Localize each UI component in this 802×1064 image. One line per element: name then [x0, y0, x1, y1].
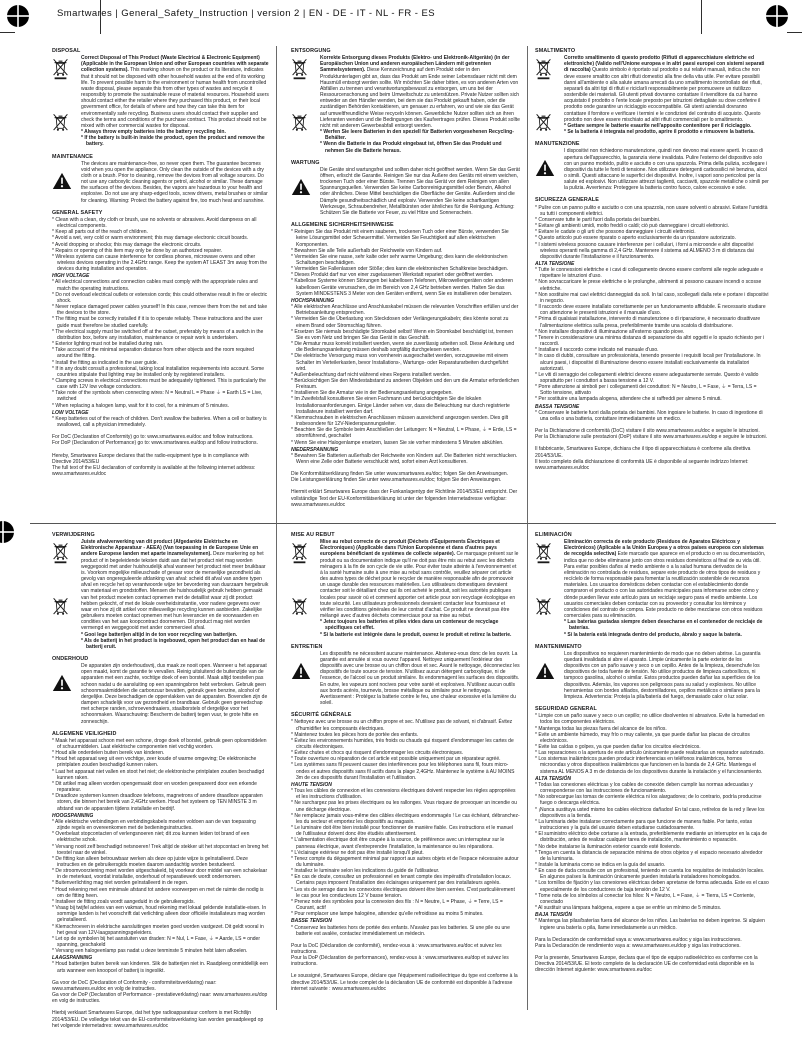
bullet-line: * Installeer de fitting zoals wordt aangeduid in de gebruikersgids.: [52, 898, 195, 905]
battery-bullet-line: * Gettare sempre le batterie esaurite nell'apposito contenitore per il riciclaggio.: [564, 122, 752, 129]
bullet-line: * The electrical supply must be switched off at the outset, preferably by means of a switch in the distribution box, before any installation, maintenance or repair work is undertaken.: [52, 328, 264, 341]
bullet-line: * Mantenga todas las piezas fuera del alcance de los niños.: [535, 725, 667, 732]
bullet-line: * De stroomvoorziening moet worden uitgeschakeld, bij voorkeur door middel van een schakelaar in de meterkast, voordat installatie, onderhoud of reparatiewerk wordt ondernomen.: [52, 868, 268, 881]
maintenance-text: Los dispositivos no requieren mantenimiento de modo que no deben abrirse. La garantía quedará invalidada si abre el aparato. Limpie únicamente la parte exterior de los dispositivos con un paño suave y seco o un cepillo. Antes de la limpieza, desenchufe los dispositivos de toda fuente de tensión. No utilice productos de limpieza carboxílicos, ni tampoco gasolina, alcohol o similar. Estos productos pueden dañar las superficies de los dispositivos. Además, los vapores son peligrosos para su salud y explosivos. No utilice herramientas con bordes afilados, destornilladores, cepillos metálicos o similares para la limpieza. Advertencia: Proteja la pila/batería del fuego, demasiado calor o luz solar.: [564, 650, 761, 700]
bullet-line: * Evitare gli ambienti umidi, molto freddi o caldi; ciò può danneggiare i circuiti elettronici.: [535, 223, 729, 230]
section-heading: SICUREZZA GENERALE: [535, 197, 599, 204]
crop-mark-horizontal-left: [0, 32, 15, 33]
warning-triangle-icon: [535, 159, 555, 177]
bullet-line: * L'alimentation électrique doit être coupée à la source, de préférence avec un interrupteur sur le panneau électrique, avant d'entreprendre l'installation, la maintenance ou les réparations.: [291, 837, 505, 850]
subsection-heading: NIEDERSPANNUNG: [291, 446, 339, 453]
bullet-line: * De fitting kan alleen betrouwbaar werken als deze op juiste wijze is geïnstalleerd. Deze instructies en de gebruikersgids moeten daarom aandachtig worden bestudeerd.: [52, 855, 248, 868]
cell-dutch: [30, 524, 277, 1029]
bullet-line: * Houd alle onderdelen buiten bereik van kinderen.: [52, 750, 165, 757]
bullet-line: * Tous les câbles de connexion et les connexions électriques doivent respecter les règles appropriées et les instructions d'utilisation.: [291, 788, 516, 801]
battery-bullet-line: * Werfen Sie leere Batterien in den speziell für Batterien vorgesehenen Recycling-Behälter.: [320, 129, 514, 142]
subsection-heading: LAAGSPANNING: [52, 955, 93, 962]
section-heading: ONDERHOUD: [52, 655, 89, 662]
paragraph: Pour la DoC (Déclaration de conformité), rendez-vous à : www.smartwares.eu/doc et suivez les instructions.: [291, 942, 502, 955]
weee-crossed-bin-icon: [52, 112, 69, 135]
weee-crossed-bin-icon: [535, 112, 552, 135]
bullet-line: * Instale la luminaria como se indica en la guía del usuario.: [535, 861, 666, 868]
bullet-line: * Prenez note des symboles pour la connexion des fils : N = Neutre, L = Phase, ⏚ = Terre, LS = Courant, actif: [291, 898, 503, 912]
weee-icon-column: [52, 539, 81, 650]
bullet-line: * Ne remplacez jamais vous-même des câbles électriques endommagés ! Le cas échéant, débranchez-les du secteur et emportez les dispositifs au magasin.: [291, 812, 520, 825]
disposal-block: [52, 55, 269, 147]
maintenance-block: [52, 161, 269, 204]
warning-triangle-icon: [52, 674, 72, 692]
paragraph: Para la Declaración de rendimiento vaya a: www.smartwares.eu/dop y siga las instrucciones.: [535, 942, 741, 949]
maintenance-block: [535, 148, 769, 191]
subsection-heading: HOOGSPANNING: [52, 812, 94, 819]
section-heading: ENTRETIEN: [291, 643, 323, 650]
battery-bullet-line: * Si la batterie est intégrée dans le produit, ouvrez le produit et retirez la batterie.: [320, 631, 512, 638]
disposal-block: [291, 55, 520, 154]
registration-mark-top-left: [6, 4, 30, 28]
bullet-line: * Bewahren Sie Batterien außerhalb der Reichweite von Kindern auf. Die Batterien nicht verschlucken. Wenn eine Zelle oder Batterie verschluckt wird, sofort einen Arzt konsultieren.: [291, 452, 518, 465]
subsection-heading: BASSE TENSION: [291, 918, 332, 925]
bullet-line: * No debe instalarse la iluminación exterior cuando esté lloviendo.: [535, 843, 681, 850]
bullet-line: * Never replace damaged power cables yourself! In this case, remove them from the net and take the devices to the store.: [52, 304, 268, 317]
disposal-block: [291, 539, 520, 638]
disposal-text: Correct Disposal of This Product (Waste Electrical & Electronic Equipment) (Applicable in the European Union and other European countries with separate collection systems). This marking shown on the product or its literature, indicates that it should not be disposed with other household wastes at the end of its working life. To prevent possible harm to the environment or human health from uncontrolled waste disposal, please separate this from other types of wastes and recycle it responsibly to promote the sustainable reuse of material resources. Household users should contact either the retailer where they purchased this product, or their local government office, for details of where and how they can take this item for environmentally safe recycling. Business users should contact their supplier and check the terms and conditions of the purchase contract. This product should not be mixed with other commercial wastes for disposal. * Always throw empty batteries into the battery recycling bin. * If the battery is built-in inside the product, open the product and remove the battery.: [81, 55, 269, 148]
bullet-line: * Alle elektrische verbindingen en verbindingskabels moeten voldoen aan de van toepassing zijnde regels en overeenkomen met de bedieningsinstructies.: [52, 818, 256, 832]
warning-icon-column: [52, 663, 81, 725]
section-heading: SMALTIMENTO: [535, 48, 576, 54]
bullet-line: * Exterior lighting must not be installed during rain.: [52, 341, 164, 348]
bullet-line: * Repairs or opening of this item may only be done by an authorized repairer.: [52, 247, 223, 254]
bullet-line: * Évitez chutes et chocs qui risquent d'endommager les circuits électroniques.: [291, 750, 464, 757]
bullet-line: * Ne surchargez pas les prises électriques ou les rallonges. Vous risquez de provoquer un incendie ou une décharge électrique.: [291, 800, 517, 813]
bullet-line: * Klemschroeven in elektrische aansluitingen moeten goed worden vastgezet. Dit geldt vooral in het geval van 12V-laagspanningsgeleiders.: [52, 923, 264, 936]
bullet-line: * Nettoyez avec une brosse ou un chiffon propre et sec. N'utilisez pas de solvant, ni d'abrasif. Évitez d'humidifier les composants électriques.: [291, 719, 513, 732]
cell-german: [277, 46, 528, 524]
bullet-line: * Houd het apparaat weg uit een vochtige, zeer koude of warme omgeving; De elektronische printplaten zouden beschadigd kunnen raken.: [52, 756, 257, 769]
section-heading: SÉCURITÉ GÉNÉRALE: [291, 712, 352, 719]
bullet-line: * Vermeiden Sie die Überlastung von Steckdosen oder Verlängerungskabeln; dies könnte sonst zu einem Brand oder Stromschlag führen.: [291, 316, 509, 329]
bullet-line: * L'éclairage extérieur ne doit pas être installé lorsqu'il pleut.: [291, 849, 424, 856]
weee-crossed-bin-icon: [291, 596, 308, 619]
bullet-line: * ¡Nunca sustituya usted mismo los cables eléctricos dañados! En tal caso, retírelos de la red y lleve los dispositivos a la tienda.: [535, 806, 765, 819]
crop-mark-horizontal-right: [787, 32, 802, 33]
bullet-line: * Les systèmes sans fil peuvent causer des interférences pour les téléphones sans fil, fours micro-ondes et autres dispositifs sans fil actifs dans la plage 2,4GHz. Maintenez le système à AU MOINS 3m de ces dispositifs durant l'installation et l'utilisation.: [291, 762, 515, 781]
bullet-line: * Maak het apparaat schoon met een schone, droge doek of borstel, gebruik geen oplosmiddelen of schuurmiddelen. Laat elektrische componenten niet vochtig worden.: [52, 737, 267, 750]
content-grid: [30, 46, 776, 1029]
bullet-line: * Keep all parts out of the reach of children.: [52, 229, 148, 236]
paragraph: Per la Dichiarazione di conformità (DoC) visitare il sito www.smartwares.eu/doc e seguire le istruzioni.: [535, 428, 760, 435]
section-heading: MANTENIMIENTO: [535, 643, 582, 650]
bullet-line: * Vraag bij twijfel advies van een vakman, houd rekening met lokaal geldende installatie-eisen. In sommige landen is het voorschrift dat verlichting alleen door officiële installateurs mag worden geïnstalleerd.: [52, 905, 267, 924]
bullet-line: * Installez le luminaire selon les indications du guide de l'utilisateur.: [291, 868, 440, 875]
paragraph: The full text of the EU declaration of conformity is available at the following internet address: www.smartwares.eu/doc: [52, 464, 256, 477]
bullet-line: * Evite las caídas o golpes, ya que pueden dañar los circuitos electrónicos.: [535, 744, 701, 750]
bullet-line: * La luminaria debe instalarse correctamente para que funcione de manera fiable. Por tanto, estas instrucciones y la guía del usuario deben estudiarse cuidadosamente.: [535, 818, 753, 832]
disposal-text: Mise au rebut correcte de ce produit (Déchets d'Équipements Électriques et Électroniques) (Applicable dans l'Union Européenne et dans d'autres pays européens bénéficiant de systèmes de collecte séparée). Ce marquage présent sur le produit ou sa documentation indique qu'il ne doit pas être mis au rebut avec les déchets ménagers à la fin de son cycle de vie utile. Pour éviter toute atteinte à l'environnement et à la santé humaine suite à une mise au rebut sans contrôle, veuillez séparer cet article des autres types de déchet pour le recycler de manière responsable afin de promouvoir un usage durable des ressources matérielles. Les utilisateurs domestiques devraient contacter soit le détaillant chez qui ils ont acheté le produit, soit les autorités publiques locales pour savoir où et comment apporter cet article pour son recyclage écologique en toute sécurité. Les utilisateurs professionnels devraient contacter leur fournisseur et vérifier les conditions générales de leur contrat d'achat. Ce produit ne devrait pas être mélangé avec d'autres déchets commerciaux pour sa mise au rebut. * Jetez toujours les batteries et piles vides dans un conteneur de recyclage spécifiques cet effet. * Si la batterie est intégrée dans le produit, ouvrez le produit et retirez la batterie.: [320, 539, 519, 638]
warning-triangle-icon: [291, 662, 311, 680]
bullet-line: * Laat het apparaat niet vallen en stoot het niet; de elektronische printplaten zouden beschadigd kunnen raken.: [52, 768, 265, 781]
weee-crossed-bin-icon: [52, 57, 69, 80]
bullet-line: * Berücksichtigen Sie den Mindestabstand zu anderen Objekten und den um die Armatur erforderlichen Freiraum.: [291, 377, 520, 391]
disposal-block: [535, 55, 769, 135]
disposal-text: Juiste afvalverwerking van dit product (Afgedankte Elektrische en Elektronische Apparatuur - AEEA) (Van toepassing in de Europese Unie en andere Europese landen met aparte inzamelsystemen). Deze markering op het product of in begeleidende teksten duidt aan dat het product niet mag worden weggegooid met ander huishoudelijk afval wanneer het product niet meer bruikbaar is. Voorkom mogelijke milieuschade of gevaar voor de menselijke gezondheid als gevolg van ongereguleerde afdanking van afval: scheid dit afval van andere typen afval en recycle het op verantwoorde wijze ter bevordering van duurzaam hergebruik van materiaal en grondstoffen. Mensen die huishoudelijk gebruik hebben gemaakt van het product moeten contact opnemen met de detaillist waar zij dit product hebben gekocht, of met de lokale overheidsinstantie, voor nadere gegevens over waar en hoe zij dit artikel voor milieuveilige recycling kunnen aanbieden. Zakelijke gebruikers moeten contact opnemen met hun leverancier en de voorwaarden en condities van het aan koopcontract doornemen. Dit product mag niet worden vermengd en weggegooid met ander commercieel afval. * Gooi lege batterijen altijd in de ton voor recycling van batterijen. * Als de batterij in het product is ingebouwd, open het product dan en haal de batterij eruit.: [81, 539, 269, 650]
warning-triangle-icon: [52, 172, 72, 190]
bullet-line: * Avoid dropping or shocks; this may damage the electronic circuits.: [52, 241, 202, 248]
bullet-line: * Vervang een halogeenlamp pas nadat u deze tenminste 5 minuten hebt laten afkoelen.: [52, 948, 248, 955]
bullet-line: * Todas las conexiones eléctricas y los cables de conexión deben cumplir las normas adecuadas y corresponderse con las instrucciones de funcionamiento.: [535, 781, 753, 795]
bullet-line: * Tome nota de los símbolos al conectar los hilos: N = Neutro, L = Fase, ⏚ = Tierra, LS = Corriente, conectado: [535, 892, 756, 905]
weee-crossed-bin-icon: [535, 541, 552, 564]
bullet-line: * Vermeiden Sie eine nasse, sehr kalte oder sehr warme Umgebung; dies kann die elektronischen Schaltungen beschädigen.: [291, 253, 508, 266]
bullet-line: * Tenez compte du dégagement minimal par rapport aux autres objets et de l'espace nécessaire autour du luminaire.: [291, 855, 519, 868]
bullet-line: * Non sostituire mai cavi elettrici danneggiati da soli. In tal caso, scollegarli dalla rete e portare i dispositivi in negozio.: [535, 291, 769, 304]
bullet-line: * Pulire con un panno pulito e asciutto o con una spazzola, non usare solventi o abrasivi. Evitare l'umidità su tutti i componenti elettrici.: [535, 204, 768, 217]
bullet-line: * Le viti di serraggio dei collegamenti elettrici devono essere adeguatamente serrate. Questo è valido soprattutto per i conduttori a bassa tensione a 12 V.: [535, 371, 759, 384]
maintenance-text: Les dispositifs ne nécessitent aucune maintenance. Abstenez-vous donc de les ouvrir. La garantie est annulée si vous ouvrez l'appareil. Nettoyez uniquement l'extérieur des dispositifs avec une brosse ou un chiffon doux et sec. Avant le nettoyage, déconnectez les dispositifs de toute source de tension. N'utilisez aucun détergent carboxylique, ni de l'essence, de l'alcool ou un produit similaire. Ils endommagent les surfaces des dispositifs. En outre, les vapeurs sont nocives pour votre santé et explosives. N'utilisez aucun outils aux bords acérés, tournevis, brosse métallique ou similaire pour le nettoyage. Avertissement : Protégez la batterie contre le feu, une chaleur excessive et la lumière du soleil.: [320, 650, 520, 707]
bullet-line: * Wireless systems can cause interference for cordless phones, microwave ovens and other wireless devices operating in the 2.4GHz range. Keep the system AT LEAST 3m away from the devices during installation and operation.: [52, 253, 268, 273]
paragraph: Ga voor de DoC (Declaration of Conformity - conformiteitsverklaring) naar: www.smartwares.eu/doc en volg de instructies.: [52, 979, 217, 992]
bullet-line: * Wenn Sie eine Halogenlampe ersetzen, lassen Sie sie vorher mindestens 5 Minuten abkühlen.: [291, 439, 504, 446]
bullet-line: * Prima di qualsiasi installazione, intervento di manutenzione o di riparazione, è necessario disattivare l'alimentazione elettrica sulla presa, preferibilmente tramite una scatola di distribuzione.: [535, 316, 761, 329]
bullet-line: * Take account of the minimal separation distance from other objects and the room required around the fitting.: [52, 347, 254, 360]
bullet-line: * Avoid a wet, very cold or warm environment; this may damage electronic circuit boards.: [52, 235, 249, 242]
crop-mark-vertical-right: [701, 0, 702, 34]
warning-icon-column: [291, 167, 320, 216]
bullet-line: * Le luminaire doit être bien installé pour fonctionner de manière fiable. Ces instructions et le manuel de l'utilisateur doivent donc être étudiés attentivement.: [291, 825, 514, 838]
section-heading: ENTSORGUNG: [291, 48, 331, 54]
bullet-line: * Vervang nooit zelf beschadigd netsnoeren! Trek altijd de stekker uit het stopcontact en breng het toestel naar de winkel.: [52, 843, 269, 856]
bullet-line: * The fitting must be correctly installed if it is to operate reliably. These instructions and the user guide must therefore be studied carefully.: [52, 316, 263, 329]
section-heading: GENERAL SAFETY: [52, 209, 103, 216]
paragraph: Die Leistungserklärung finden Sie unter www.smartwares.eu/doc; folgen Sie den Anweisungen.: [291, 477, 502, 484]
weee-crossed-bin-icon: [535, 596, 552, 619]
disposal-block: [535, 539, 769, 638]
bullet-line: * Il raccordo deve essere installato correttamente per un funzionamento affidabile. È necessario studiare con attenzione le presenti istruzioni e il manuale d'uso.: [535, 304, 766, 317]
weee-icon-column: [535, 55, 564, 135]
bullet-line: * Reinigen Sie das Produkt mit einem sauberen, trockenen Tuch oder einer Bürste, verwenden Sie keine Lösungsmittel oder Scheuermittel. Vermeiden Sie Feuchtigkeit auf allen elektrischen Komponenten.: [291, 229, 509, 248]
paragraph: Hereby, Smartwares Europe declares that the radio-equipment type is in compliance with Directive 2014/53/EU: [52, 452, 249, 465]
bullet-line: * Non installare dispositivi di illuminazione all'esterno quando piove.: [535, 328, 685, 335]
bullet-line: * Do not overload electrical outlets or extension cords; this could otherwise result in fire or electric shock.: [52, 291, 268, 304]
bullet-line: * Dit artikel mag alleen worden opengemaakt door en worden gerepareerd door een erkende reparateur.: [52, 780, 257, 794]
weee-icon-column: [52, 55, 81, 147]
warning-icon-column: [291, 651, 320, 706]
warning-icon-column: [52, 161, 81, 204]
maintenance-block: [535, 651, 769, 700]
maintenance-text: Die Geräte sind wartungsfrei und sollten daher nicht geöffnet werden. Wenn Sie das Gerät öffnen, erlischt die Garantie. Reinigen Sie nur das Äußere des Geräts mit einem weichen, trockenen Tuch oder einer Bürste. Trennen Sie das Gerät vor dem Reinigen von allen Spannungsquellen. Verwenden Sie keine Carbonreinigungsmittel oder Benzin, Alkohol oder ähnliches. Diese Mittel beschädigen die Oberfläche der Geräte. Außerdem sind die Dämpfe gesundheitsschädlich und explosiv. Verwenden Sie keine scharfkantigen Werkzeuge, Schraubendreher, Metallbürsten oder ähnliches für die Reinigung. Achtung: Schützen Sie die Batterie vor Feuer, zu viel Hitze und Sonnenschein.: [320, 166, 520, 216]
registration-mark-top-right: [765, 4, 789, 28]
bullet-line: * Conservez les batteries hors de portée des enfants. N'avalez pas les batteries. Si une pile ou une batterie est avalée, contactez immédiatement un médecin.: [291, 924, 510, 937]
bullet-line: * Keep batteries out of the reach of children. Don't swallow the batteries. When a cell or battery is swallowed, call a physician immediately.: [52, 415, 267, 429]
disposal-lead: Eliminación correcta de este producto (Residuos de Aparatos Eléctricos y Electrónicos) (Aplicable a la Unión Europea y a otros países europeos con sistemas de recogida selectiva): [564, 539, 764, 558]
subsection-heading: ALTA TENSIONE: [535, 261, 575, 267]
warning-icon-column: [535, 651, 564, 700]
paragraph: Il testo completo della dichiarazione di conformità UE è disponibile al seguente indirizzo Internet: www.smartwares.eu/doc: [535, 458, 749, 471]
bullet-line: * Évitez les environnements humides, très froids ou chauds qui risquent d'endommager les cartes de circuits électroniques.: [291, 737, 514, 750]
maintenance-block: [291, 651, 520, 706]
bullet-line: * Bewahren Sie alle Teile außerhalb der Reichweite von Kindern auf.: [291, 247, 443, 254]
warning-triangle-icon: [535, 662, 555, 680]
bullet-line: * Questo articolo può essere riparato o aperto esclusivamente da un riparatore autorizzato.: [535, 235, 736, 242]
paragraph: For DoC (Declaration of Conformity) go to: www.smartwares.eu/doc and follow instructions.: [52, 434, 254, 441]
section-heading: ELIMINACIÓN: [535, 532, 572, 538]
weee-crossed-bin-icon: [291, 112, 308, 135]
registration-mark-left-middle: [0, 520, 15, 544]
bullet-line: * Clean with a clean, dry cloth or brush, use no solvents or abrasives. Avoid dampness on all electrical components.: [52, 216, 257, 230]
bullet-line: * Overbelast stopcontacten of verlengsnoeren niet; dit zou kunnen leiden tot brand of een elektrische schok.: [52, 831, 250, 844]
bullet-line: * Clamping screws in electrical connections must be adequately tightened. This is particularly the case with 12V low voltage conductors.: [52, 377, 266, 391]
cell-spanish: [528, 524, 776, 1010]
bullet-line: * Per sostituire una lampada alogena, attendere che si raffreddi per almeno 5 minuti.: [535, 396, 722, 403]
weee-crossed-bin-icon: [291, 541, 308, 564]
disposal-block: [52, 539, 269, 650]
bullet-line: * Alle elektrischen Anschlüsse und Anschlusskabel müssen die relevanten Vorschriften erfüllen und der Betriebsanleitung entsprechen.: [291, 304, 519, 317]
bullet-line: * Evitare le cadute o gli urti che possono danneggiare i circuiti elettronici.: [535, 229, 696, 236]
bullet-line: * Porre attenzione ai simboli per i collegamenti dei conduttori: N = Neutro, L = Fase, ⏚ = Terra, LS = Sotto tensione, attivato: [535, 384, 757, 397]
bullet-line: * Die Armatur muss korrekt installiert werden, wenn sie zuverlässig arbeiten soll. Diese Anleitung und die Bedienungsanleitung müssen deshalb sorgfältig durchgelesen werden.: [291, 341, 515, 354]
weee-crossed-bin-icon: [52, 596, 69, 619]
paragraph: Le soussigné, Smartwares Europe, déclare que l'équipement radioélectrique du type est conforme à la directive 2014/53/UE. Le texte complet de la déclaration UE de conformité est disponible à l'adresse internet suivante : www.smartwares.eu/doc: [291, 973, 518, 992]
bullet-line: * I sistemi wireless possono causare interferenze per i cellulari, i forni a microonde e altri dispositivi wireless operanti nella gamma di 2,4 GHz. Mantenere il sistema ad ALMENO 3 m di distanza dai dispositivi durante l'installazione e il funzionamento.: [535, 241, 754, 260]
bullet-line: * Draadloze systemen kunnen draadloze telefoons, magnetrons of andere draadloze apparaten storen, die binnen het bereik van 2,4GHz werken. Houd het systeem op TEN MINSTE 3 m afstand van de apparaten tijdens installatie en bedrijf.: [52, 793, 263, 812]
bullet-line: * Installare il raccordo come indicato nel manuale d'uso.: [535, 347, 659, 354]
cell-french: [277, 524, 528, 1010]
disposal-text: Eliminación correcta de este producto (Residuos de Aparatos Eléctricos y Electrónicos) (Aplicable a la Unión Europea y a otros países europeos con sistemas de recogida selectiva) Este marcado que aparece en el producto o en su documentación, indica que no debe eliminarse junto con otros residuos domésticos al final de su vida útil. Para evitar posibles daños al medio ambiente o a la salud humana derivados de la eliminación no controlada de residuos, separe este producto de otros tipos de residuos y recíclelo de forma responsable para fomentar la reutilización sostenible de recursos materiales. Los usuarios domésticos deben contactar con el establecimiento donde compraron el producto o con las autoridades municipales para informarse sobre cómo y dónde pueden llevar este artículo para un reciclaje seguro para el medio ambiente. Los usuarios comerciales deben contactar con su proveedor y consultar los términos y condiciones del contrato de compra. Este producto no debe mezclarse con otros residuos comerciales para su eliminación. * Las baterías gastadas siempre deben desecharse en el contenedor de reciclaje de baterías. * Si la batería está integrada dentro del producto, ábralo y saque la batería.: [564, 539, 769, 638]
maintenance-block: [52, 663, 269, 725]
weee-icon-column: [291, 539, 320, 638]
weee-crossed-bin-icon: [52, 541, 69, 564]
battery-bullet-line: * Las baterías gastadas siempre deben desecharse en el contenedor de reciclaje de baterías.: [564, 619, 763, 632]
bullet-line: * En caso de duda consulte con un profesional, teniendo en cuenta los requisitos de instalación locales. En algunos países la iluminación únicamente pueden instalarla instaladores homologados.: [535, 868, 765, 881]
weee-crossed-bin-icon: [535, 57, 552, 80]
subsection-heading: BAJA TENSIÓN: [535, 912, 573, 919]
bullet-line: * Ersetzen Sie niemals beschädigte Stromkabel selbst! Wenn ein Stromkabel beschädigt ist, trennen Sie es vom Netz und bringen Sie das Gerät in das Geschäft.: [291, 328, 513, 341]
battery-bullet-line: * Always throw empty batteries into the battery recycling bin.: [81, 129, 226, 136]
paragraph: For DoP (Declaration of Performance) go to: www.smartwares.eu/dop and follow instructions.: [52, 440, 258, 447]
section-heading: ALGEMENE VEILIGHEID: [52, 730, 117, 737]
subsection-heading: BASSA TENSIONE: [535, 403, 580, 410]
bullet-line: * Let op de symbolen bij het aansluiten van draden: N = Nul, L = Fase, ⏚ = Aarde, LS = onder spanning, geschakeld: [52, 935, 261, 948]
subsection-heading: HIGH VOLTAGE: [52, 273, 90, 280]
disposal-text: Corretto smaltimento di questo prodotto (Rifiuti di apparecchiature elettriche ed elettroniche) (Valido nell'Unione europea e in altri paesi europei con sistemi separati di raccolta) Questo simbolo è riportato sul prodotto o sui relativi manuali, indica che non deve essere smaltito con altri rifiuti domestici alla fine della vita utile. Per evitare possibili danni all'ambiente o alla salute umana arrecati da uno smaltimento incontrollato dei rifiuti, separarli da altri tipi di rifiuti e riciclarli responsabilmente per promuovere un riutilizzo sostenibile dei materiali. Gli utenti privati dovranno contattare il rivenditore da cui hanno acquistato il prodotto o l'ente locale preposto per istruzioni dettagliate su dove conferire il prodotto onde garantire un riciclaggio ecocompatibile. Gli utenti aziendali dovranno contattare il fornitore e verificare i termini e le condizioni del contratto di acquisto. Questo prodotto non deve essere mischiato ad altri rifiuti commerciali per lo smaltimento. * Gettare sempre le batterie esaurite nell'apposito contenitore per il riciclaggio. * Se la batteria è integrata nel prodotto, aprire il prodotto e rimuovere la batteria.: [564, 55, 769, 135]
section-heading: MAINTENANCE: [52, 153, 93, 160]
maintenance-text: I dispositivi non richiedono manutenzione, quindi non devono mai essere aperti. In caso di apertura dell'apparecchio, la garanzia viene invalidata. Pulire l'esterno del dispositivo solo con un panno morbido, pulito e asciutto o con una spazzola. Prima della pulizia, scollegare i dispositivi da tutte le fonti di tensione. Non utilizzare detergenti carbossilici né benzina, alcol o simili. Questi attaccano le superfici dei dispositivi. Inoltre, i vapori sono pericolosi per la salute ed esplosivi. Non utilizzare attrezzi taglienti, cacciaviti, spazzole metalliche o simili per la pulizia. Avvertenza: Proteggere la batteria contro fuoco, calore eccessivo e sole.: [564, 148, 769, 192]
bullet-line: * Take note of the symbols when connecting wires: N = Neutral L = Phase ⏚ = Earth LS = Live, switched: [52, 390, 263, 403]
paragraph: Por la presente, Smartwares Europe, declara que el tipo de equipo radioeléctrico es conforme con la Directiva 2014/53/UE. El texto completo de la declaración UE de conformidad está disponible en la dirección Internet siguiente: www.smartwares.eu/doc: [535, 955, 758, 974]
bullet-line: * Im Zweifelsfall konsultieren Sie einen Fachmann und berücksichtigen Sie die lokalen Installationsanforderungen. Einige Länder sehen vor, dass die Beleuchtung nur durch registrierte Installateure installiert werden darf.: [291, 396, 510, 415]
bullet-line: * El suministro eléctrico debe cortarse a la entrada, preferiblemente mediante un interruptor en la caja de distribución, antes de realizar cualquier tarea de instalación, mantenimiento o reparación.: [535, 831, 768, 844]
bullet-line: * Kabellose Systeme können Störungen bei kabellosen Telefonen, Mikrowellengeräten oder anderen kabellosen Geräte verursachen, die im Bereich von 2,4 GHz betrieben werden. Halten Sie das System MINDESTENS 3 Meter von den Geräten entfernt, wenn Sie es installieren oder benutzen.: [291, 278, 513, 297]
disposal-lead: Mise au rebut correcte de ce produit (Déchets d'Équipements Électriques et Électroniques) (Applicable dans l'Union Européenne et dans d'autres pays européens bénéficiant de systèmes de collecte séparée).: [320, 539, 500, 558]
battery-bullet-line: * If the battery is built-in inside the product, open the product and remove the battery.: [81, 135, 265, 148]
weee-icon-column: [291, 55, 320, 154]
bullet-line: * Tutte le connessioni elettriche e i cavi di collegamento devono essere conformi alle regole adeguate e rispettare le istruzioni d'uso.: [535, 267, 764, 280]
bullet-line: * En cas de doute, consultez un professionnel en tenant compte des impératifs d'installation locaux. Certains pays imposent l'installation des éclairages uniquement par des installateurs agréés.: [291, 874, 511, 887]
battery-bullet-line: * Jetez toujours les batteries et piles vides dans un conteneur de recyclage spécifiques cet effet.: [320, 619, 499, 632]
maintenance-text: The devices are maintenance-free, so never open them. The guarantee becomes void when you open the appliance. Only clean the outside of the devices with a dry cloth or a brush. Prior to cleaning, remove the devices from all voltage sources. Do not use any carboxylic cleaning agents or petrol, alcohol or similar. These damage the surfaces of the devices. Besides, the vapors are hazardous to your health and explosive. Do not use any sharp-edged tools, screw drivers, metal brushes or similar for cleaning. Warning: Protect the battery against fire, too much heat and sunshine.: [81, 160, 268, 204]
section-heading: MISE AU REBUT: [291, 532, 335, 538]
battery-bullet-line: * Se la batteria è integrata nel prodotto, aprire il prodotto e rimuovere la batteria.: [564, 129, 755, 136]
bullet-line: * Maintenez toutes les pièces hors de portée des enfants.: [291, 731, 419, 738]
bullet-line: * Beachten Sie die Symbole beim Anschließen der Leitungen: N = Neutral, L = Phase, ⏚ = Erde, LS = stromführend, geschaltet: [291, 427, 517, 440]
bullet-line: * Die elektrische Versorgung muss von vornherein ausgeschaltet werden, vorzugsweise mit einem Schalter im Verteilerkasten, bevor Installations-, Wartungs- oder Reparaturarbeiten durchgeführt wird.: [291, 353, 509, 372]
paragraph: Per la Dichiarazione sulle prestazioni (DoP) visitare il sito www.smartwares.eu/dop e seguire le istruzioni.: [535, 434, 768, 441]
bullet-line: * Buitenverlichting mag niet worden geïnstalleerd in de regen.: [52, 880, 189, 887]
bullet-line: * Non sovraccaricare le prese elettriche o le prolunghe, altrimenti si possono causare incendi o scosse elettriche.: [535, 279, 762, 292]
subsection-heading: LOW VOLTAGE: [52, 409, 89, 416]
section-heading: VERWIJDERING: [52, 532, 95, 538]
bullet-line: * When replacing a halogen lamp, wait for it to cool, for a minimum of 5 minutes.: [52, 402, 230, 409]
maintenance-block: [291, 167, 520, 216]
bullet-line: * Dieses Produkt darf nur von einer zugelassenen Werkstatt repariert oder geöffnet werden.: [291, 272, 494, 279]
section-heading: WARTUNG: [291, 159, 320, 166]
bullet-line: * Klemmschrauben in elektrischen Anschlüssen müssen ausreichend angezogen werden. Dies gilt insbesondere für 12V-Niederspannungsleiter.: [291, 414, 509, 428]
bullet-line: * Install the fitting as indicated in the user guide.: [52, 359, 158, 366]
weee-icon-column: [535, 539, 564, 638]
bullet-line: * Tenga en cuenta la distancia de separación mínima de otros objetos y el espacio necesario alrededor de la luminaria.: [535, 849, 763, 862]
paragraph: Hiermit erklärt Smartwares Europe dass der Funkanlagentyp der Richtlinie 2014/53/EU entspricht. Der vollständige Text der EU-Konformitätserklärung ist unter der folgenden Internetadresse verfügbar: www.smartwares.eu/doc: [291, 489, 518, 508]
paragraph: Para la Declaración de conformidad vaya a: www.smartwares.eu/doc y siga las instrucciones.: [535, 936, 742, 943]
section-heading: MANUTENZIONE: [535, 141, 580, 148]
bullet-line: * Installieren Sie die Armatur wie in der Bedienungsanleitung angegeben.: [291, 390, 453, 397]
bullet-line: * Les vis de serrage dans les connexions électriques doivent être bien serrées. C'est particulièrement le cas pour les conducteurs 12 V basse tension.: [291, 886, 515, 899]
bullet-line: * Limpie con un paño suave y seco o un cepillo; no utilice disolventes ni abrasivos. Evite la humedad en todos los componentes eléctricos.: [535, 713, 765, 726]
warning-icon-column: [535, 148, 564, 191]
bullet-line: * Los tornillos de fijación y las conexiones eléctricas deben apretarse de forma adecuada. Este es el caso especialmente de los conductores de baja tensión de 12 V.: [535, 880, 769, 893]
bullet-line: * If in any doubt consult a professional, taking local installation requirements into account. Some countries stipulate that lighting may be installed only by registered installers.: [52, 365, 265, 378]
maintenance-text: De apparaten zijn onderhoudsvrij, dus maak ze nooit open. Wanneer u het apparaat open maakt, komt de garantie te vervallen. Reinig uitsluitend de buitenzijde van de apparaten met een zachte, vochtige doek of een borstel. Maak altijd toestellen pas schoon nadat u de aansluiting op een spanningsbron hebt verbroken. Gebruik geen schoonmaakmiddelen die carbonzuur bevatten, gebruik geen benzine, alcohol of dergelijke. Deze beschadigen de oppervlakken van de apparaten. Bovendien zijn de dampen schadelijk voor uw gezondheid en brandbaar. Gebruik geen gereedschap met scherpe randen, schroevendraaiers, staalborstels of dergelijke voor het schoonmaken. Waarschuwing: Bescherm de batterij tegen vuur, te grote hitte en zonneschijn.: [81, 663, 268, 725]
subsection-heading: HAUTE TENSION: [291, 781, 332, 788]
disposal-text: Korrekte Entsorgung dieses Produkts (Elektro- und Elektronik-Altgeräte) (in der Europäischen Union und anderen europäischen Ländern mit getrennten Sammelsystemen). Diese Kennzeichnung auf dem Produkt oder in den Produktunterlagen gibt an, dass das Produkt am Ende seiner Lebensdauer nicht mit dem Hausmüll entsorgt werden sollte. Wir möchten Sie daher bitten, es von anderen Arten von Abfällen zu trennen und verantwortungsbewusst zu entsorgen, um uns bei der Ressourcenschonung und beim Umweltschutz zu unterstützen. Private Nutzer sollten sich entweder an den Händler wenden, bei dem sie das Produkt gekauft haben, oder die zuständigen Behörden kontaktieren, um genauer zu erfahren, wo und wie sie das Gerät auf umweltfreundliche Weise recyceln können. Gewerbliche Nutzer sollten sich an ihren Lieferanten wenden und die Bedingungen des Kaufvertrages prüfen. Dieses Produkt sollte nicht mit anderem Gewerbeabfall entsorgt werden. * Werfen Sie leere Batterien in den speziell für Batterien vorgesehenen Recycling-Behälter. * Wenn die Batterie in das Produkt eingebaut ist, öffnen Sie das Produkt und nehmen Sie die Batterie heraus.: [320, 55, 520, 154]
bullet-line: * No sobrecargue las tomas de corriente eléctrica ni los alargadores; de lo contrario, podría producirse fuego o descarga eléctrica.: [535, 794, 762, 807]
subsection-heading: ALTA TENSIÓN: [535, 775, 572, 782]
subsection-heading: HOCHSPANNUNG: [291, 297, 334, 304]
battery-bullet-line: * Gooi lege batterijen altijd in de ton voor recycling van batterijen.: [81, 631, 238, 638]
bullet-line: * Vermeiden Sie Fallenlassen oder Stöße; dies kann die elektronischen Schaltkreise beschädigen.: [291, 266, 509, 273]
section-heading: DISPOSAL: [52, 48, 81, 54]
bullet-line: * Pour remplacer une lampe halogène, attendez qu'elle refroidisse au moins 5 minutes.: [291, 911, 484, 918]
paragraph: Die Konformitätserklärung finden Sie unter www.smartwares.eu/doc; folgen Sie den Anweisungen.: [291, 471, 509, 478]
bullet-line: * Conservare le batterie fuori dalla portata dei bambini. Non ingoiare le batterie. In caso di ingestione di una cella o una batteria, contattare immediatamente un medico.: [535, 409, 763, 422]
bullet-line: * Tenere in considerazione una minima distanza di separazione da altri oggetti e lo spazio richiesto per i raccordi.: [535, 334, 765, 348]
paragraph: Il fabbricante, Smartwares Europe, dichiara che il tipo di apparecchiatura è conforme alla direttiva 2014/53/UE.: [535, 446, 751, 459]
bullet-line: * Los sistemas inalámbricos pueden producir interferencias en teléfonos inalámbricos, hornos microondas y otros dispositivos inalámbricos que funcionen en la banda de 2,4 GHz. Mantenga el sistema AL MENOS A 3 m de distancia de los dispositivos durante la instalación y el funcionamiento.: [535, 756, 763, 775]
cell-english: [30, 46, 277, 524]
bullet-line: * Houd rekening met een minimale afstand tot andere voorwerpen en met de ruimte die nodig is om de fitting heen.: [52, 886, 264, 899]
bullet-line: * Las reparaciones o la apertura de este artículo únicamente puede realizarlas un reparador autorizado.: [535, 750, 765, 757]
disposal-lead: Juiste afvalverwerking van dit product (Afgedankte Elektrische en Elektronische Apparatuur - AEEA) (Van toepassing in de Europese Unie en andere Europese landen met aparte inzamelsystemen).: [81, 539, 259, 558]
bullet-line: * Conservare tutte le parti fuori dalla portata dei bambini.: [535, 216, 661, 223]
warning-triangle-icon: [291, 178, 311, 196]
disposal-lead: Korrekte Entsorgung dieses Produkts (Elektro- und Elektronik-Altgeräte) (in der Europäischen Union und anderen europäischen Ländern mit getrennten Sammelsystemen).: [320, 55, 510, 74]
battery-bullet-line: * Wenn die Batterie in das Produkt eingebaut ist, öffnen Sie das Produkt und nehmen Sie die Batterie heraus.: [320, 141, 502, 154]
weee-crossed-bin-icon: [291, 57, 308, 80]
bullet-line: * Toute ouverture ou réparation de cet article est possible uniquement par un réparateur agréé.: [291, 756, 501, 763]
battery-bullet-line: * Si la batería está integrada dentro del producto, ábralo y saque la batería.: [564, 631, 742, 638]
bullet-line: * Außenbeleuchtung darf nicht während eines Regens installiert werden.: [291, 371, 451, 378]
paragraph: Ga voor de DoP (Declaration of Performance - prestatieverklaring) naar: www.smartwares.eu/dop en volg de instructies.: [52, 992, 268, 1005]
document-title: Smartwares | General_Safety_Instruction | version 2 | EN - DE - IT - NL - FR - ES: [57, 8, 436, 19]
cell-italian: [528, 46, 776, 524]
bullet-line: * Al sustituir una lámpara halógena, espere a que se enfríe un mínimo de 5 minutos.: [535, 905, 722, 912]
bullet-line: * Evite un ambiente húmedo, muy frío o muy caliente, ya que puede dañar las placas de circuitos electrónicos.: [535, 731, 750, 744]
section-heading: ALLGEMEINE SICHERHEITSHINWEISE: [291, 222, 394, 229]
disposal-lead: Correct Disposal of This Product (Waste Electrical & Electronic Equipment) (Applicable in the European Union and other European countries with separate collection systems).: [81, 55, 269, 74]
bullet-line: * All electrical connections and connection cables must comply with the appropriate rules and match the operating instructions.: [52, 279, 258, 292]
bullet-line: * Mantenga las pilas/baterías fuera del alcance de los niños. Las baterías no deben ingerirse. Si alguien ingiere una batería o pila, llame inmediatamente a un médico.: [535, 918, 765, 931]
section-heading: SEGURIDAD GENERAL: [535, 706, 597, 713]
bullet-line: * In caso di dubbi, consultare un professionista, tenendo presente i requisiti locali per l'installazione. In alcuni paesi, i dispositivi di illuminazione devono essere installati esclusivamente da installatori autorizzati.: [535, 353, 761, 372]
bullet-line: * Houd batterijen buiten bereik van kinderen. Slik de batterijen niet in. Raadpleeg onmiddellijk een arts wanneer een knoopcel of batterij is ingeslikt.: [52, 961, 268, 974]
disposal-lead: Corretto smaltimento di questo prodotto (Rifiuti di apparecchiature elettriche ed elettroniche) (Valido nell'Unione europea e in altri paesi europei con sistemi separati di raccolta): [564, 55, 765, 74]
paragraph: Hierbij verklaart Smartwares Europe, dat het type radioapparatuur conform is met Richtlijn 2014/53/EU. De volledige tekst van de EU-conformiteitsverklaring kan worden geraadpleegd op het volgende internetadres: www.smartwares.eu/doc: [52, 1010, 264, 1029]
paragraph: Pour la DoP (Déclaration de performances), rendez-vous à : www.smartwares.eu/dop et suivez les instructions.: [291, 955, 509, 968]
battery-bullet-line: * Als de batterij in het product is ingebouwd, open het product dan en haal de batterij eruit.: [81, 637, 265, 650]
